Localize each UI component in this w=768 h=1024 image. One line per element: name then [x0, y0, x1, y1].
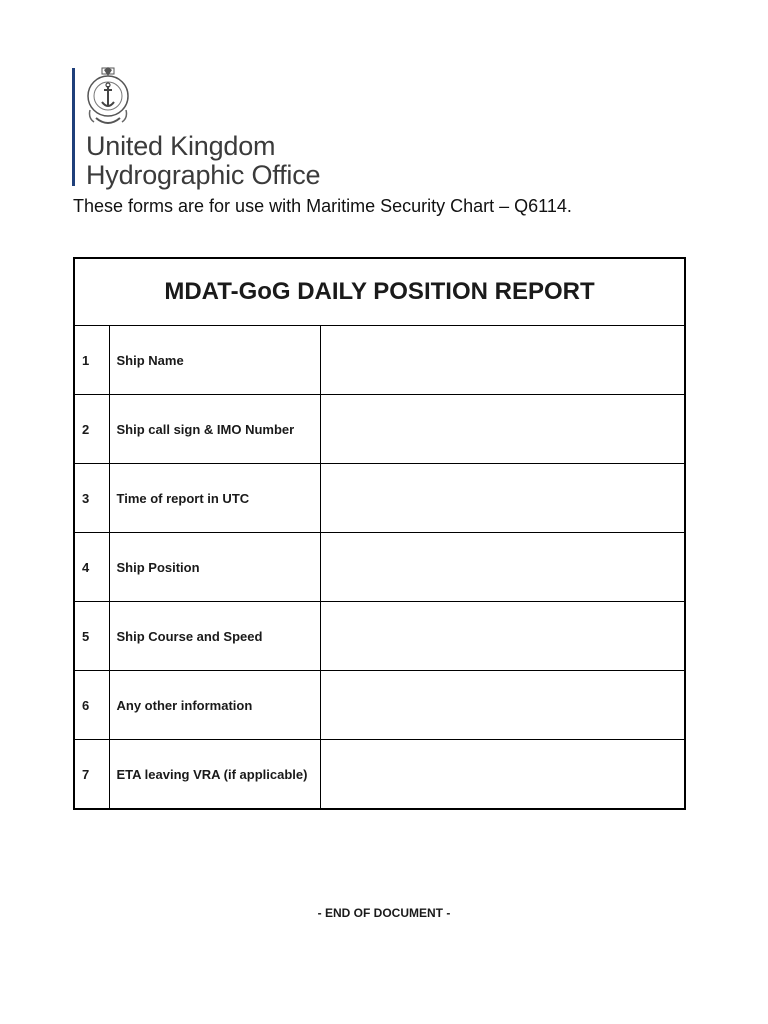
org-name-line2: Hydrographic Office	[86, 160, 321, 190]
report-time-field[interactable]	[320, 464, 685, 533]
form-row	[74, 326, 685, 395]
row-number: 7	[74, 740, 109, 810]
form-row	[74, 671, 685, 740]
ukho-crest-icon	[80, 66, 136, 130]
logo-divider-bar	[72, 68, 75, 186]
org-name	[86, 132, 320, 190]
intro-text: These forms are for use with Maritime Security Chart – Q6114.	[73, 196, 572, 216]
form-row	[74, 464, 685, 533]
course-speed-field[interactable]	[320, 602, 685, 671]
org-name-line1: United Kingdom	[86, 131, 276, 161]
form-row	[74, 395, 685, 464]
row-label: Ship Name	[109, 326, 320, 395]
end-of-document: - END OF DOCUMENT -	[317, 906, 451, 920]
form-row	[74, 740, 685, 810]
row-label: Ship Position	[109, 533, 320, 602]
row-label: Ship call sign & IMO Number	[109, 395, 320, 464]
row-label: Any other information	[109, 671, 320, 740]
row-number: 4	[74, 533, 109, 602]
row-number: 5	[74, 602, 109, 671]
row-number: 3	[74, 464, 109, 533]
form-row	[74, 602, 685, 671]
row-number: 6	[74, 671, 109, 740]
call-sign-imo-field[interactable]	[320, 395, 685, 464]
form-row	[74, 533, 685, 602]
other-info-field[interactable]	[320, 671, 685, 740]
row-number: 1	[74, 326, 109, 395]
ship-name-field[interactable]	[320, 326, 685, 395]
eta-leaving-vra-field[interactable]	[320, 740, 685, 810]
form-title: MDAT-GoG DAILY POSITION REPORT	[74, 258, 685, 326]
position-report-form	[73, 257, 686, 810]
row-label: Time of report in UTC	[109, 464, 320, 533]
row-label: ETA leaving VRA (if applicable)	[109, 740, 320, 810]
row-number: 2	[74, 395, 109, 464]
ship-position-field[interactable]	[320, 533, 685, 602]
row-label: Ship Course and Speed	[109, 602, 320, 671]
